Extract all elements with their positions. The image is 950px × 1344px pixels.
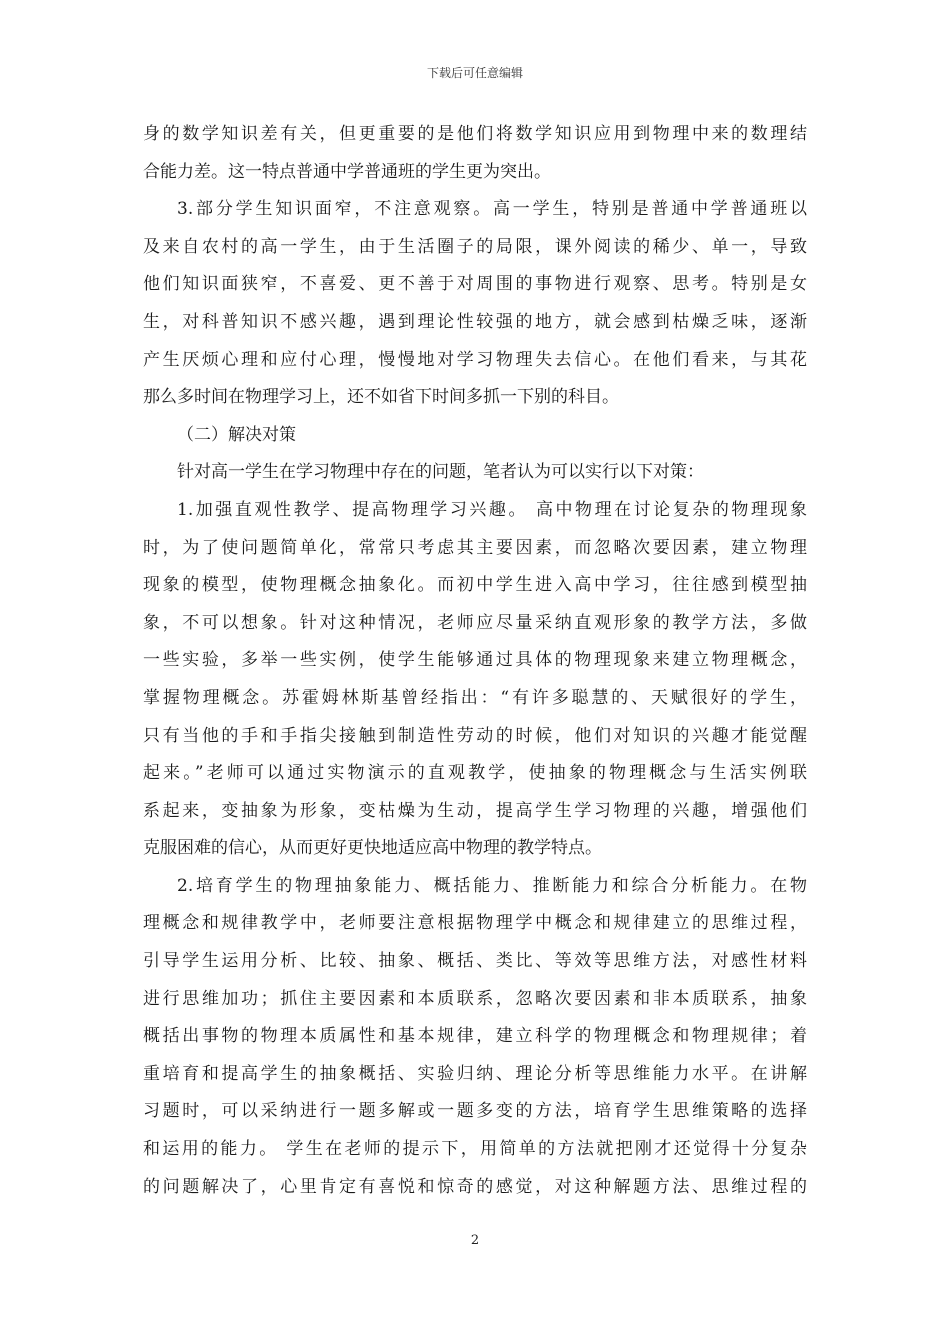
text-line: 产生厌烦心理和应付心理，慢慢地对学习物理失去信心。在他们看来，与其花 bbox=[143, 349, 807, 370]
text-line: 生，对科普知识不感兴趣，遇到理论性较强的地方，就会感到枯燥乏味，逐渐 bbox=[143, 311, 807, 332]
text-line: 和运用的能力。 学生在老师的提示下，用简单的方法就把刚才还觉得十分复杂 bbox=[143, 1139, 807, 1160]
text-line: 概括出事物的物理本质属性和基本规律，建立科学的物理概念和物理规律；着 bbox=[143, 1026, 807, 1047]
document-body bbox=[143, 116, 807, 1206]
text-line: 他们知识面狭窄，不喜爱、更不善于对周围的事物进行观察、思考。特别是女 bbox=[143, 274, 807, 295]
text-line: 的问题解决了，心里肯定有喜悦和惊奇的感觉，对这种解题方法、思维过程的 bbox=[143, 1176, 807, 1197]
text-line: 系起来，变抽象为形象，变枯燥为生动，提高学生学习物理的兴趣，增强他们 bbox=[143, 800, 807, 821]
text-line: 象，不可以想象。针对这种情况，老师应尽量采纳直观形象的教学方法，多做 bbox=[143, 612, 807, 633]
text-line: 及来自农村的高一学生，由于生活圈子的局限，课外阅读的稀少、单一，导致 bbox=[143, 236, 807, 257]
text-line: 身的数学知识差有关，但更重要的是他们将数学知识应用到物理中来的数理结 bbox=[143, 124, 807, 144]
text-line: 时，为了使问题简单化，常常只考虑其主要因素，而忽略次要因素，建立物理 bbox=[143, 537, 807, 558]
text-line: 那么多时间在物理学习上，还不如省下时间多抓一下别的科目。 bbox=[143, 387, 619, 408]
text-line: 克服困难的信心，从而更好更快地适应高中物理的教学特点。 bbox=[143, 838, 602, 859]
page-header: 下载后可任意编辑 bbox=[426, 66, 523, 80]
text-line: 掌握物理概念。苏霍姆林斯基曾经指出：“有许多聪慧的、天赋很好的学生， bbox=[143, 687, 807, 708]
text-line: 习题时，可以采纳进行一题多解或一题多变的方法，培育学生思维策略的选择 bbox=[143, 1101, 807, 1122]
text-line: 1.加强直观性教学、提高物理学习兴趣。 高中物理在讨论复杂的物理现象 bbox=[177, 499, 807, 520]
text-line: 重培育和提高学生的抽象概括、实验归纳、理论分析等思维能力水平。在讲解 bbox=[143, 1063, 807, 1084]
text-line: 3.部分学生知识面窄，不注意观察。高一学生，特别是普通中学普通班以 bbox=[177, 199, 807, 220]
text-line: 一些实验，多举一些实例，使学生能够通过具体的物理现象来建立物理概念， bbox=[143, 650, 807, 671]
text-line: 现象的模型，使物理概念抽象化。而初中学生进入高中学习，往往感到模型抽 bbox=[143, 575, 807, 596]
text-line: 起来。”老师可以通过实物演示的直观教学，使抽象的物理概念与生活实例联 bbox=[143, 763, 807, 784]
section-heading: （二）解决对策 bbox=[177, 424, 296, 445]
text-line: 进行思维加功；抓住主要因素和本质联系，忽略次要因素和非本质联系，抽象 bbox=[143, 988, 807, 1009]
text-line: 针对高一学生在学习物理中存在的问题，笔者认为可以实行以下对策： bbox=[177, 462, 704, 483]
text-line: 2.培育学生的物理抽象能力、概括能力、推断能力和综合分析能力。在物 bbox=[177, 875, 807, 896]
text-line: 合能力差。这一特点普通中学普通班的学生更为突出。 bbox=[143, 161, 551, 182]
text-line: 理概念和规律教学中，老师要注意根据物理学中概念和规律建立的思维过程， bbox=[143, 913, 807, 934]
text-line: 引导学生运用分析、比较、抽象、概括、类比、等效等思维方法，对感性材料 bbox=[143, 951, 807, 972]
page-number: 2 bbox=[470, 1233, 480, 1248]
text-line: 只有当他的手和手指尖接触到制造性劳动的时候，他们对知识的兴趣才能觉醒 bbox=[143, 725, 807, 746]
